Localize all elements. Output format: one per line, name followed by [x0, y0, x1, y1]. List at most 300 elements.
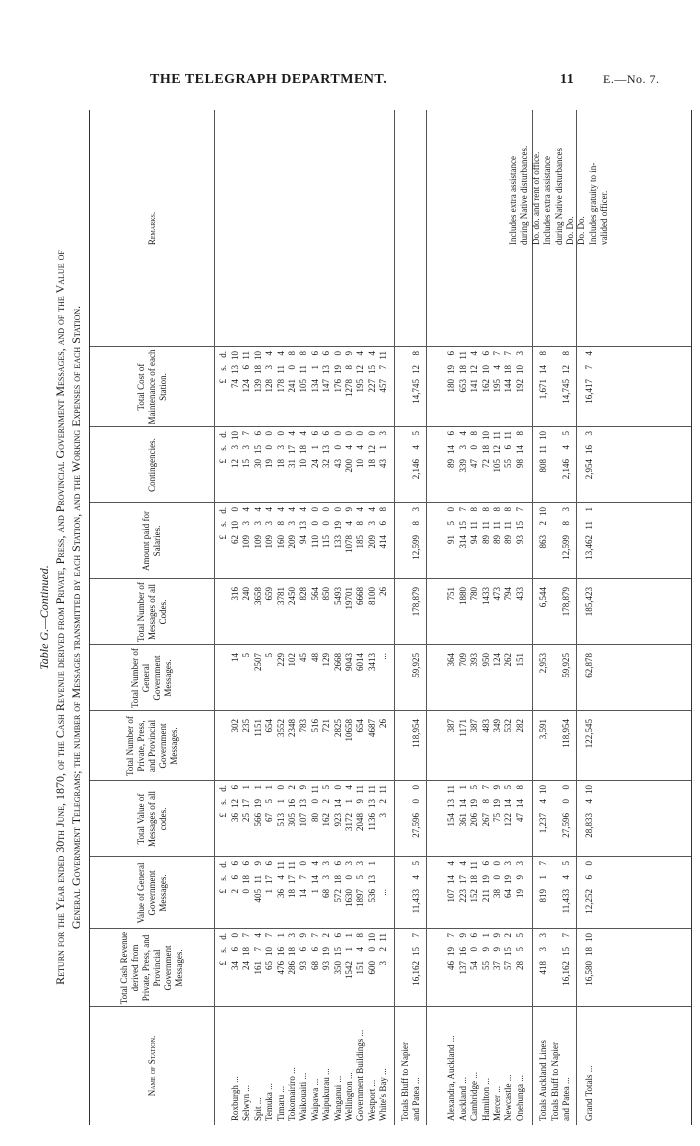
money-part: 7: [514, 507, 525, 512]
money-part: 0: [321, 507, 332, 512]
count-cell: 3658: [252, 587, 263, 605]
station-name: Waipukurau ...: [321, 1068, 332, 1121]
count-cell: 2825: [332, 719, 343, 737]
money-part: 6: [321, 431, 332, 436]
money-part: 7: [378, 365, 389, 370]
money-part: 11: [469, 861, 480, 870]
page-number: 11: [560, 72, 575, 87]
money-part: 4: [492, 365, 502, 370]
money-part: 93: [321, 961, 332, 970]
money-part: 11: [287, 861, 297, 870]
money-part: 36: [275, 889, 286, 898]
count-cell: 1433: [480, 587, 491, 605]
count-cell: 118,954: [411, 719, 421, 748]
money-part: 11: [241, 351, 252, 360]
count-cell: 2348: [287, 719, 297, 737]
column-header: Total Number of Private, Press, and Provincial Government Messages.: [124, 716, 179, 776]
money-part: 15: [514, 521, 525, 530]
money-part: 161: [252, 961, 263, 975]
money-part: 8: [344, 365, 354, 370]
money-part: 13: [366, 799, 377, 808]
count-cell: 659: [264, 587, 275, 601]
money-part: 30: [252, 459, 263, 468]
money-part: 6: [469, 933, 480, 938]
money-part: 9: [514, 875, 525, 880]
money-part: 6: [230, 785, 240, 790]
money-part: 8: [480, 799, 491, 804]
money-part: 110: [309, 535, 320, 549]
money-part: 4: [538, 799, 549, 804]
unit-label: d.: [218, 507, 228, 514]
station-name: Wellington ...: [344, 1072, 354, 1121]
money-part: 7: [298, 875, 309, 880]
money-part: 14: [538, 365, 549, 374]
money-part: 1278: [344, 379, 354, 397]
count-cell: 14: [230, 653, 240, 662]
money-part: 14: [298, 889, 309, 898]
money-part: 6: [230, 875, 240, 880]
money-part: 4: [241, 507, 252, 512]
remarks-block: [508, 113, 611, 245]
money-part: 17: [457, 875, 468, 884]
money-part: 286: [287, 961, 297, 975]
money-part: 7: [561, 933, 571, 938]
money-part: 0: [469, 947, 480, 952]
money-part: 12: [230, 459, 240, 468]
money-part: 12: [230, 799, 240, 808]
table-row: [355, 110, 366, 1125]
money-part: 17: [241, 799, 252, 808]
money-part: 3: [503, 861, 514, 866]
table-row: [230, 110, 241, 1125]
count-cell: 654: [355, 719, 366, 733]
money-part: 6: [584, 875, 595, 880]
money-part: 8: [514, 431, 525, 436]
money-part: 31: [287, 459, 297, 468]
money-part: 3172: [344, 813, 354, 831]
money-part: 0: [332, 785, 343, 790]
money-part: 0: [492, 861, 502, 866]
money-part: 5: [411, 431, 421, 436]
count-cell: 178,879: [561, 587, 571, 617]
money-part: 572: [332, 889, 343, 903]
money-part: 1: [538, 875, 549, 880]
money-part: 6: [446, 351, 457, 356]
station-name: Waipawa ...: [309, 1078, 320, 1121]
table-row: [298, 110, 309, 1125]
money-part: 209: [366, 535, 377, 549]
unit-label: £: [218, 459, 228, 464]
money-part: 4: [469, 351, 480, 356]
column-header: Value of General Government Messages.: [135, 862, 168, 924]
money-part: 6: [241, 861, 252, 866]
money-part: 8: [561, 351, 571, 356]
station-name: Cambridge ...: [469, 1072, 480, 1121]
money-part: 0: [298, 861, 309, 866]
money-part: 11: [378, 351, 389, 360]
remark-line: Do. Do.: [565, 216, 576, 245]
money-part: 12: [366, 445, 377, 454]
money-part: 3: [538, 947, 549, 952]
money-part: 1: [457, 785, 468, 790]
money-part: 0: [411, 799, 421, 804]
station-name: White's Bay ...: [378, 1068, 389, 1121]
money-part: 16,580: [584, 961, 595, 986]
money-part: 4: [584, 799, 595, 804]
money-part: 151: [355, 961, 366, 975]
money-part: 89: [503, 535, 514, 544]
money-part: 0: [411, 785, 421, 790]
money-part: 195: [492, 379, 502, 393]
money-part: 11: [378, 933, 389, 942]
subtotal-name-line: [550, 110, 561, 1125]
money-part: 68: [309, 961, 320, 970]
money-part: 8: [298, 351, 309, 356]
money-part: 7: [584, 365, 595, 370]
money-part: 566: [252, 813, 263, 827]
money-part: 6: [321, 351, 332, 356]
count-cell: 26: [378, 719, 389, 728]
money-part: 0: [366, 431, 377, 436]
money-part: 0: [321, 521, 332, 526]
unit-label: £: [218, 889, 228, 894]
money-part: 7: [309, 933, 320, 938]
money-part: 1: [275, 933, 286, 938]
money-part: 11: [503, 521, 514, 530]
table-row: [344, 110, 355, 1125]
money-part: 0: [446, 507, 457, 512]
money-part: 3: [411, 507, 421, 512]
unit-label: d.: [218, 933, 228, 940]
money-part: 180: [446, 379, 457, 393]
money-part: 19: [332, 365, 343, 374]
count-cell: 349: [492, 719, 502, 733]
count-cell: 19701: [344, 587, 354, 610]
money-part: 152: [469, 889, 480, 903]
money-part: 64: [503, 889, 514, 898]
money-part: 17: [287, 445, 297, 454]
station-name: Mercer ...: [492, 1086, 502, 1121]
money-part: 12: [492, 445, 502, 454]
money-part: 15: [411, 947, 421, 956]
count-cell: 5: [264, 653, 275, 658]
count-cell: 229: [275, 653, 286, 667]
money-part: 12: [411, 365, 421, 374]
money-part: 18: [584, 947, 595, 956]
money-part: 2: [378, 947, 389, 952]
money-part: 27,596: [411, 813, 421, 838]
money-part: 600: [366, 961, 377, 975]
money-part: 8: [411, 521, 421, 526]
money-part: 0: [332, 507, 343, 512]
money-part: 7: [538, 861, 549, 866]
count-cell: 6,544: [538, 587, 549, 608]
money-part: 4: [457, 431, 468, 436]
money-part: 133: [332, 535, 343, 549]
money-part: 4: [252, 507, 263, 512]
money-part: 19: [264, 459, 275, 468]
money-part: 4: [264, 351, 275, 356]
money-part: 18: [287, 889, 297, 898]
station-name: Westport ...: [366, 1079, 377, 1121]
unit-label: s.: [218, 521, 228, 527]
money-part: 14: [332, 799, 343, 808]
count-cell: 1880: [457, 587, 468, 605]
money-part: 47: [514, 813, 525, 822]
count-cell: 8100: [366, 587, 377, 605]
money-part: 19: [514, 889, 525, 898]
money-part: 211: [480, 889, 491, 903]
count-cell: 2450: [287, 587, 297, 605]
money-part: 5: [264, 799, 275, 804]
money-part: 1: [252, 785, 263, 790]
money-part: 9: [355, 799, 366, 804]
count-cell: 185,423: [584, 587, 595, 617]
money-part: 241: [287, 379, 297, 393]
money-part: 19: [332, 521, 343, 530]
money-part: 16: [275, 947, 286, 956]
money-part: 109: [252, 535, 263, 549]
money-part: 5: [514, 933, 525, 938]
subtotal-name-line: [400, 110, 411, 1125]
money-part: 2: [321, 799, 332, 804]
money-part: 6: [309, 351, 320, 356]
money-part: 37: [492, 961, 502, 970]
money-part: 11: [366, 785, 377, 794]
money-part: 10: [230, 431, 240, 440]
table-caption-line-2: General Government Telegrams; the number of Messages transmitted by each Station, and the Working Expenses of each Station.: [69, 305, 83, 930]
table-row: [458, 110, 469, 1125]
count-cell: 2668: [332, 653, 343, 671]
money-part: 206: [469, 813, 480, 827]
money-part: 15: [252, 445, 263, 454]
remark-line: Do. Do.: [576, 216, 587, 245]
money-part: 6: [332, 861, 343, 866]
money-part: 11,433: [561, 889, 571, 914]
money-part: 0: [230, 507, 240, 512]
money-part: 4: [344, 445, 354, 450]
money-part: 3: [264, 365, 275, 370]
money-part: 18: [503, 365, 514, 374]
money-part: 185: [355, 535, 366, 549]
money-part: 18: [287, 947, 297, 956]
count-cell: 124: [492, 653, 502, 667]
page-title: THE TELEGRAPH DEPARTMENT.: [150, 72, 388, 87]
money-part: 1,671: [538, 379, 549, 400]
money-part: 0: [332, 445, 343, 450]
money-part: 405: [252, 889, 263, 903]
money-part: 3: [321, 861, 332, 866]
station-name: Tokomairiro ...: [287, 1067, 297, 1121]
money-part: 178: [275, 379, 286, 393]
count-cell: 10658: [344, 719, 354, 742]
money-part: 305: [287, 813, 297, 827]
station-name: and Patea ...: [561, 1077, 571, 1121]
table-row: [253, 110, 264, 1125]
money-part: 11: [492, 431, 502, 440]
table-row: [446, 110, 457, 1125]
money-part: 55: [480, 961, 491, 970]
count-cell: 532: [503, 719, 514, 733]
money-part: 5: [503, 785, 514, 790]
unit-label: d.: [218, 861, 228, 868]
money-part: 227: [366, 379, 377, 393]
money-part: 10: [480, 431, 491, 440]
money-part: 1: [241, 785, 252, 790]
money-part: 68: [321, 889, 332, 898]
money-part: 141: [469, 379, 480, 393]
money-part: 10: [480, 365, 491, 374]
money-part: 0: [492, 875, 502, 880]
column-header: Remarks.: [146, 211, 157, 246]
money-part: 13: [321, 365, 332, 374]
money-part: 89: [446, 459, 457, 468]
money-part: 8: [378, 507, 389, 512]
money-part: 4: [344, 785, 354, 790]
subtotal-row: [538, 110, 549, 1125]
money-part: 3: [287, 933, 297, 938]
money-part: 4: [355, 445, 366, 450]
money-part: 1,237: [538, 813, 549, 834]
money-part: 4: [275, 351, 286, 356]
count-cell: 102: [287, 653, 297, 667]
station-name: and Patea ...: [411, 1077, 421, 1121]
money-part: 1136: [366, 813, 377, 831]
table-row: [481, 110, 492, 1125]
money-part: 808: [538, 459, 549, 473]
money-part: 0: [275, 431, 286, 436]
money-part: 0: [241, 889, 252, 894]
money-part: 6: [309, 947, 320, 952]
unit-label: s.: [218, 365, 228, 371]
money-part: 137: [457, 961, 468, 975]
money-part: 3: [241, 521, 252, 526]
money-part: 11: [252, 875, 263, 884]
money-part: 15: [503, 947, 514, 956]
section-rule: [394, 110, 395, 1125]
money-part: 4: [411, 445, 421, 450]
money-part: 19: [321, 947, 332, 956]
money-part: 6: [230, 947, 240, 952]
money-part: 15: [332, 947, 343, 956]
money-part: 200: [344, 459, 354, 473]
money-part: 0: [309, 521, 320, 526]
count-cell: 5: [241, 653, 252, 658]
money-part: 15: [457, 521, 468, 530]
count-cell: 364: [446, 653, 457, 667]
money-part: 15: [561, 947, 571, 956]
money-part: 3: [378, 813, 389, 818]
money-part: 9: [492, 785, 502, 790]
money-part: 144: [503, 379, 514, 393]
count-cell: 151: [514, 653, 525, 667]
money-part: 2: [503, 933, 514, 938]
count-cell: 516: [309, 719, 320, 733]
money-part: 192: [514, 379, 525, 393]
money-part: 2: [321, 933, 332, 938]
money-part: 8: [538, 351, 549, 356]
money-part: 14: [514, 799, 525, 808]
money-part: 8: [411, 351, 421, 356]
station-name: Alexandra, Auckland ...: [446, 1035, 457, 1121]
money-part: 2,954: [584, 459, 595, 480]
money-part: 17: [287, 875, 297, 884]
money-part: 3: [355, 861, 366, 866]
money-part: 476: [275, 961, 286, 975]
money-part: 28: [514, 961, 525, 970]
table-row: [276, 110, 287, 1125]
money-part: 7: [241, 933, 252, 938]
money-part: 16: [584, 445, 595, 454]
money-part: 223: [457, 889, 468, 903]
money-part: 7: [446, 933, 457, 938]
money-part: 162: [480, 379, 491, 393]
money-part: 105: [298, 379, 309, 393]
money-part: 160: [275, 535, 286, 549]
unit-label: d.: [218, 431, 228, 438]
money-part: 0: [264, 431, 275, 436]
count-cell: 122,545: [584, 719, 595, 749]
money-part: 28,833: [584, 813, 595, 838]
table-row: [492, 110, 503, 1125]
money-part: 0: [309, 507, 320, 512]
count-cell: 3413: [366, 653, 377, 671]
money-part: 0: [469, 445, 480, 450]
money-part: 10: [252, 351, 263, 360]
money-part: 4: [275, 507, 286, 512]
money-part: 11: [538, 445, 549, 454]
money-part: 11,433: [411, 889, 421, 914]
remark-line: valided officer.: [599, 190, 610, 245]
money-part: 147: [321, 379, 332, 393]
money-part: 1: [344, 933, 354, 938]
money-part: 10: [584, 933, 595, 942]
money-part: 0: [287, 365, 297, 370]
count-cell: 5493: [332, 587, 343, 605]
money-part: 4: [252, 933, 263, 938]
money-part: 2: [378, 799, 389, 804]
table-row: [264, 110, 275, 1125]
count-cell: 393: [469, 653, 480, 667]
money-part: 0: [264, 445, 275, 450]
unit-label: £: [218, 379, 228, 384]
money-part: 923: [332, 813, 343, 827]
count-cell: 1151: [252, 719, 263, 737]
money-part: 2,146: [561, 459, 571, 480]
money-part: 3: [241, 445, 252, 450]
money-part: 55: [503, 459, 514, 468]
remark-line: during Native disturbances: [553, 148, 564, 245]
money-part: 2: [538, 521, 549, 526]
money-part: 18: [469, 875, 480, 884]
money-part: 0: [584, 861, 595, 866]
unit-label: d.: [218, 351, 228, 358]
count-cell: 751: [446, 587, 457, 601]
money-part: 3: [457, 445, 468, 450]
count-cell: 45: [298, 653, 309, 662]
money-part: 10: [366, 933, 377, 942]
header-rule: [214, 110, 215, 1125]
money-part: 12: [561, 365, 571, 374]
money-part: 1: [309, 365, 320, 370]
money-part: 11: [492, 521, 502, 530]
money-part: 0: [561, 799, 571, 804]
money-part: 14: [446, 875, 457, 884]
money-part: 1: [309, 445, 320, 450]
money-part: 10: [355, 459, 366, 468]
money-part: 11: [275, 861, 286, 870]
station-name: Newcastle ...: [503, 1074, 514, 1121]
